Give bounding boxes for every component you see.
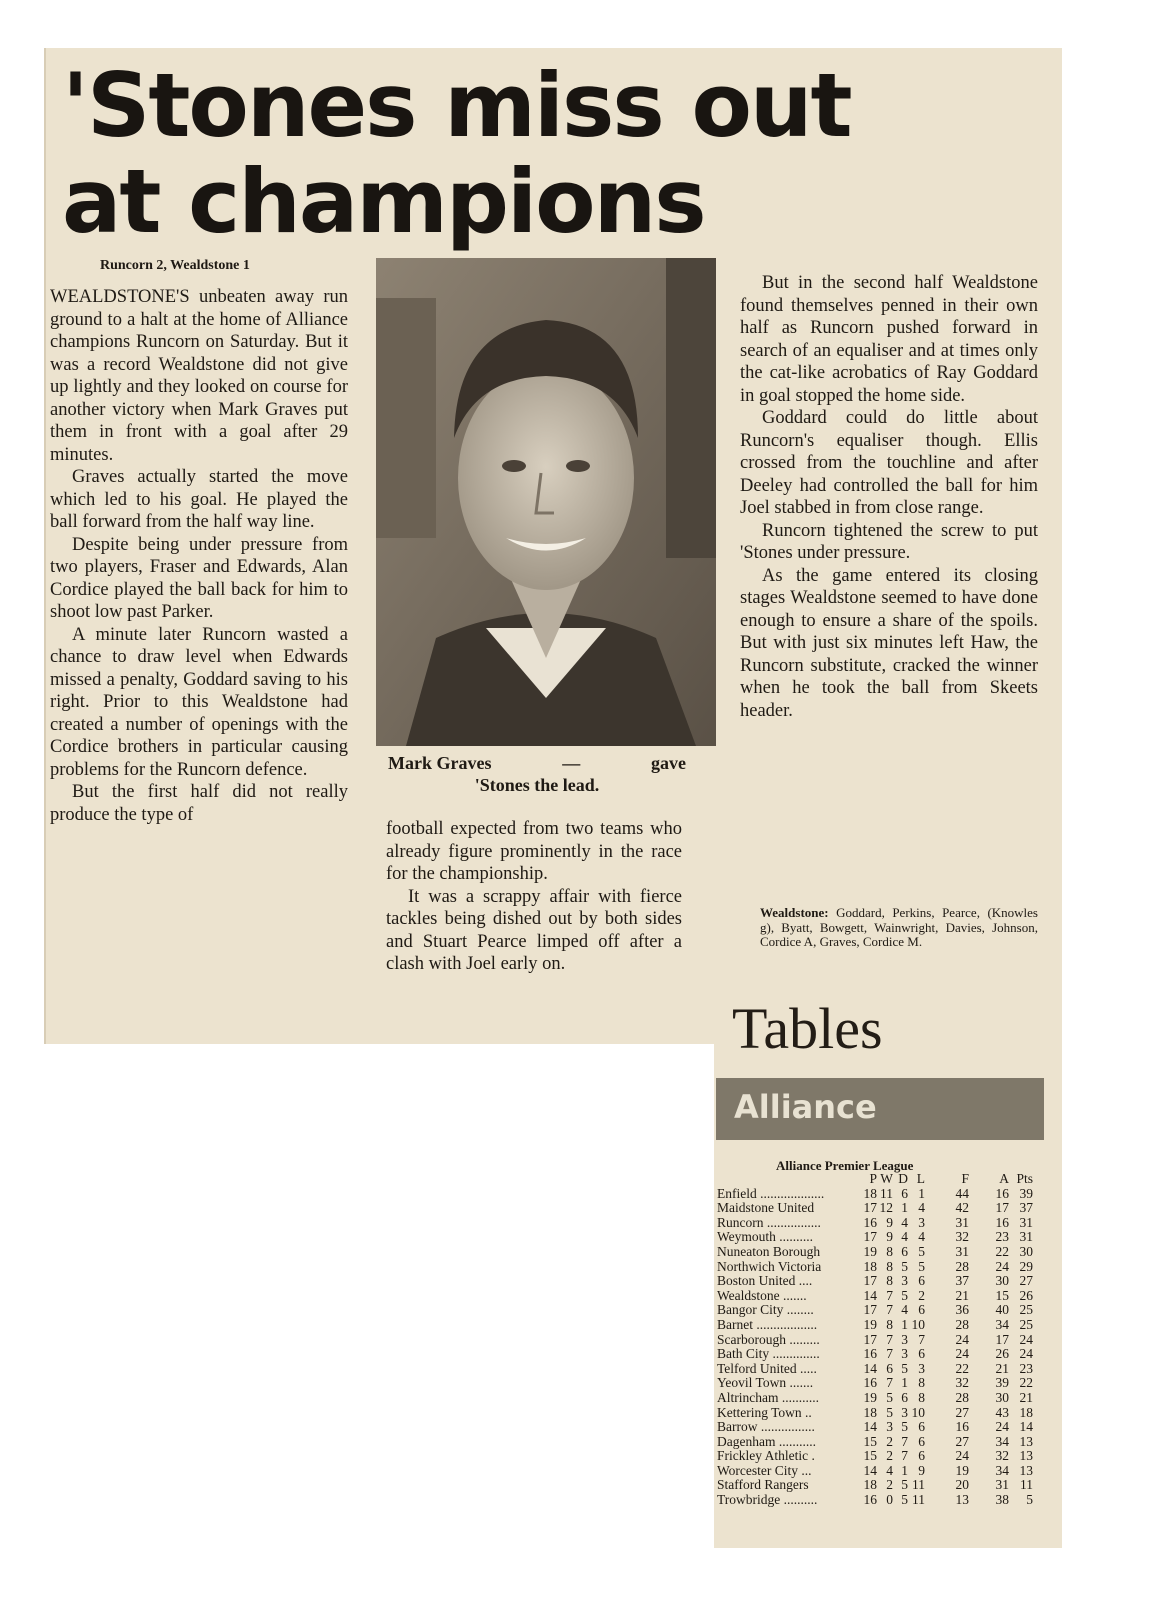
header-points: Pts [1016,1171,1033,1186]
photo-portrait-illustration [376,258,716,746]
table-row [717,1274,1033,1289]
cell-against: 24 [995,1419,1009,1435]
header-drawn: D [898,1171,908,1186]
header-for: F [961,1171,969,1186]
cell-won: 8 [886,1316,893,1332]
cell-won: 0 [886,1492,893,1508]
cell-for: 36 [955,1302,969,1318]
table-row [717,1347,1033,1362]
table-row [717,1216,1033,1231]
cell-won: 7 [886,1302,893,1318]
article-paragraph: Goddard could do little about Runcorn's equaliser though. Ellis crossed from the touchline and after Deeley had controlled the ball for him Joel stabbed in from close range. [740,408,1038,518]
cell-won: 8 [886,1273,893,1289]
cell-against: 21 [995,1360,1009,1376]
headline-line-2: at champions [62,150,705,253]
cell-for: 37 [955,1273,969,1289]
cell-for: 28 [955,1389,969,1405]
cell-against: 17 [995,1331,1009,1347]
team-name: Stafford Rangers [717,1478,809,1493]
table-row [717,1230,1033,1245]
article-paragraph: But in the second half Wealdstone found themselves penned in their own half as Runcorn pushed forward in search of an equaliser and at times only the cat-like acrobatics of Ray Goddard in goal stopped the home side. [740,273,1038,406]
cell-for: 31 [955,1214,969,1230]
cell-played: 14 [863,1360,877,1376]
cell-played: 16 [863,1375,877,1391]
cell-for: 27 [955,1404,969,1420]
caption-dash: — [562,753,581,773]
cell-played: 16 [863,1214,877,1230]
cell-points: 37 [1019,1200,1033,1216]
cell-lost: 4 [918,1229,925,1245]
cell-against: 34 [995,1316,1009,1332]
team-name: Runcorn ................ [717,1215,821,1230]
cell-lost: 1 [918,1185,925,1201]
cell-points: 31 [1019,1229,1033,1245]
cell-played: 18 [863,1477,877,1493]
team-name: Wealdstone ....... [717,1288,807,1303]
player-photo [376,258,716,746]
table-row [717,1362,1033,1377]
cell-lost: 8 [918,1375,925,1391]
cell-lost: 6 [918,1433,925,1449]
cell-points: 24 [1019,1331,1033,1347]
team-name: Altrincham ........... [717,1390,819,1405]
cell-drawn: 5 [901,1360,908,1376]
team-name: Northwich Victoria [717,1259,822,1274]
team-name: Frickley Athletic . [717,1449,815,1464]
cell-against: 34 [995,1433,1009,1449]
cell-lost: 7 [918,1331,925,1347]
cell-played: 18 [863,1404,877,1420]
cell-against: 17 [995,1200,1009,1216]
cell-against: 32 [995,1448,1009,1464]
cell-for: 24 [955,1346,969,1362]
cell-points: 22 [1019,1375,1033,1391]
cell-drawn: 5 [901,1419,908,1435]
lineup-players: Goddard, Perkins, Pearce, (Knowles g), Byatt, Bowgett, Wainwright, Davies, Johnson, Cordice A, Graves, Cordice M. [760,905,1038,949]
cell-lost: 8 [918,1389,925,1405]
table-row [717,1201,1033,1216]
cell-points: 25 [1019,1302,1033,1318]
cell-won: 12 [879,1200,893,1216]
cell-lost: 6 [918,1346,925,1362]
cell-won: 2 [886,1477,893,1493]
cell-drawn: 3 [901,1331,908,1347]
cell-against: 38 [995,1492,1009,1508]
cell-won: 7 [886,1375,893,1391]
article-paragraph: As the game entered its closing stages Wealdstone seemed to have done enough to ensure a share of the spoils. But with just six minutes left Haw, the Runcorn substitute, cracked the winner when he took the ball from Skeets header. [740,565,1038,721]
team-name: Maidstone United [717,1201,815,1216]
cell-won: 7 [886,1287,893,1303]
cell-for: 24 [955,1448,969,1464]
cell-for: 42 [955,1200,969,1216]
article-paragraph: Graves actually started the move which led to his goal. He played the ball forward from the half way line. [50,467,348,532]
cell-lost: 2 [918,1287,925,1303]
cell-against: 15 [995,1287,1009,1303]
cell-lost: 5 [918,1258,925,1274]
cell-drawn: 6 [901,1389,908,1405]
cell-played: 17 [863,1302,877,1318]
cell-drawn: 6 [901,1185,908,1201]
cell-against: 16 [995,1185,1009,1201]
cell-against: 31 [995,1477,1009,1493]
cell-for: 19 [955,1462,969,1478]
cell-won: 7 [886,1346,893,1362]
article-paragraph: But the first half did not really produce the type of [50,782,348,825]
cell-won: 9 [886,1214,893,1230]
cell-for: 24 [955,1331,969,1347]
cell-points: 30 [1019,1243,1033,1259]
cell-points: 14 [1019,1419,1033,1435]
table-row [717,1435,1033,1450]
article-paragraph: Despite being under pressure from two players, Fraser and Edwards, Alan Cordice played the ball back for him to shoot low past Parker. [50,534,348,622]
cell-won: 2 [886,1433,893,1449]
cell-for: 28 [955,1316,969,1332]
team-name: Enfield ................... [717,1186,825,1201]
team-name: Yeovil Town ....... [717,1376,814,1391]
cell-won: 3 [886,1419,893,1435]
cell-lost: 10 [911,1316,925,1332]
league-table [717,1172,1033,1508]
table-row [717,1406,1033,1421]
cell-for: 22 [955,1360,969,1376]
team-name: Worcester City ... [717,1463,812,1478]
league-table-header [717,1172,1033,1187]
tables-heading: Tables [732,996,883,1061]
cell-points: 27 [1019,1273,1033,1289]
cell-against: 43 [995,1404,1009,1420]
cell-drawn: 6 [901,1243,908,1259]
article-paragraph: Runcorn tightened the screw to put 'Stones under pressure. [740,520,1038,563]
cell-points: 31 [1019,1214,1033,1230]
cell-points: 25 [1019,1316,1033,1332]
cell-drawn: 5 [901,1477,908,1493]
team-name: Kettering Town .. [717,1405,812,1420]
table-row [717,1449,1033,1464]
cell-played: 18 [863,1185,877,1201]
header-won: W [880,1171,893,1186]
cell-won: 6 [886,1360,893,1376]
cell-for: 28 [955,1258,969,1274]
cell-against: 26 [995,1346,1009,1362]
header-lost: L [916,1171,925,1186]
table-row [717,1245,1033,1260]
clipping-edge [44,48,46,1044]
article-column-3 [740,272,1038,722]
cell-drawn: 3 [901,1346,908,1362]
cell-points: 26 [1019,1287,1033,1303]
cell-drawn: 1 [901,1375,908,1391]
article-column-2 [386,818,682,976]
team-name: Boston United .... [717,1274,813,1289]
cell-won: 2 [886,1448,893,1464]
table-row [717,1187,1033,1202]
cell-drawn: 4 [901,1302,908,1318]
cell-points: 13 [1019,1433,1033,1449]
cell-won: 8 [886,1243,893,1259]
table-row [717,1420,1033,1435]
cell-won: 5 [886,1404,893,1420]
cell-played: 14 [863,1419,877,1435]
article-paragraph: It was a scrappy affair with fierce tackles being dished out by both sides and Stuart Pearce limped off after a clash with Joel early on. [386,886,682,974]
cell-drawn: 7 [901,1448,908,1464]
cell-won: 11 [880,1185,893,1201]
team-name: Barrow ................ [717,1420,815,1435]
match-result: Runcorn 2, Wealdstone 1 [100,258,250,273]
cell-lost: 5 [918,1243,925,1259]
article-paragraph: WEALDSTONE'S unbeaten away run ground to a halt at the home of Alliance champions Runcorn on Saturday. But it was a record Wealdstone did not give up lightly and they looked on course for another victory when Mark Graves put them in front with a goal after 29 minutes. [50,287,348,465]
cell-points: 5 [1026,1492,1033,1508]
team-name: Bath City .............. [717,1347,820,1362]
table-row [717,1464,1033,1479]
cell-drawn: 1 [901,1316,908,1332]
article-column-1 [50,286,348,826]
cell-played: 17 [863,1331,877,1347]
lineup-label: Wealdstone: [760,905,829,920]
league-table-body [717,1187,1033,1508]
cell-played: 18 [863,1258,877,1274]
cell-for: 21 [955,1287,969,1303]
cell-played: 16 [863,1492,877,1508]
cell-played: 19 [863,1389,877,1405]
cell-played: 16 [863,1346,877,1362]
cell-played: 19 [863,1243,877,1259]
cell-against: 30 [995,1389,1009,1405]
cell-drawn: 5 [901,1287,908,1303]
cell-against: 34 [995,1462,1009,1478]
table-row [717,1289,1033,1304]
cell-drawn: 4 [901,1214,908,1230]
cell-for: 13 [955,1492,969,1508]
cell-won: 9 [886,1229,893,1245]
cell-lost: 4 [918,1200,925,1216]
cell-lost: 6 [918,1302,925,1318]
cell-drawn: 7 [901,1433,908,1449]
cell-points: 23 [1019,1360,1033,1376]
cell-won: 4 [886,1462,893,1478]
caption-name: Mark Graves [388,753,492,773]
cell-against: 40 [995,1302,1009,1318]
table-row [717,1391,1033,1406]
cell-points: 24 [1019,1346,1033,1362]
cell-drawn: 4 [901,1229,908,1245]
team-name: Bangor City ........ [717,1303,814,1318]
cell-against: 23 [995,1229,1009,1245]
article-paragraph: football expected from two teams who already figure prominently in the race for the championship. [386,819,682,884]
cell-points: 18 [1019,1404,1033,1420]
league-title: Alliance Premier League [776,1158,914,1173]
cell-points: 13 [1019,1462,1033,1478]
team-lineup [760,906,1038,950]
team-name: Telford United ..... [717,1361,817,1376]
header-against: A [999,1171,1009,1186]
table-row [717,1478,1033,1493]
cell-drawn: 1 [901,1200,908,1216]
cell-played: 17 [863,1200,877,1216]
alliance-banner [716,1078,1044,1140]
table-row [717,1303,1033,1318]
cell-for: 32 [955,1229,969,1245]
headline-line-1: 'Stones miss out [62,54,851,157]
photo-caption [388,752,686,796]
team-name: Nuneaton Borough [717,1244,821,1259]
cell-played: 17 [863,1273,877,1289]
caption-rest: 'Stones the lead. [474,775,600,795]
header-team [717,1172,859,1187]
team-name: Dagenham ........... [717,1434,816,1449]
cell-played: 15 [863,1448,877,1464]
cell-won: 8 [886,1258,893,1274]
cell-drawn: 5 [901,1492,908,1508]
cell-drawn: 3 [901,1273,908,1289]
cell-for: 32 [955,1375,969,1391]
cell-drawn: 3 [901,1404,908,1420]
table-row [717,1260,1033,1275]
team-name: Barnet .................. [717,1317,818,1332]
cell-for: 16 [955,1419,969,1435]
team-name: Scarborough ......... [717,1332,820,1347]
cell-lost: 6 [918,1273,925,1289]
cell-for: 44 [955,1185,969,1201]
cell-against: 30 [995,1273,1009,1289]
cell-against: 24 [995,1258,1009,1274]
cell-lost: 3 [918,1214,925,1230]
cell-played: 19 [863,1316,877,1332]
cell-played: 15 [863,1433,877,1449]
cell-won: 7 [886,1331,893,1347]
cell-drawn: 1 [901,1462,908,1478]
article-paragraph: A minute later Runcorn wasted a chance to draw level when Edwards missed a penalty, Goddard saving to his right. Prior to this Wealdstone had created a number of openings with the Cordice brothers in particular causing problems for the Runcorn defence. [50,624,348,780]
cell-lost: 3 [918,1360,925,1376]
cell-lost: 9 [918,1462,925,1478]
team-name: Trowbridge .......... [717,1493,818,1508]
cell-drawn: 5 [901,1258,908,1274]
cell-points: 11 [1020,1477,1033,1493]
caption-gave: gave [650,753,686,773]
table-row [717,1376,1033,1391]
cell-played: 14 [863,1287,877,1303]
table-row [717,1493,1033,1508]
cell-points: 21 [1019,1389,1033,1405]
cell-lost: 11 [912,1477,925,1493]
table-row [717,1318,1033,1333]
cell-against: 39 [995,1375,1009,1391]
team-name: Weymouth .......... [717,1230,814,1245]
cell-played: 17 [863,1229,877,1245]
cell-points: 29 [1019,1258,1033,1274]
cell-played: 14 [863,1462,877,1478]
cell-lost: 6 [918,1419,925,1435]
cell-for: 20 [955,1477,969,1493]
cell-lost: 11 [912,1492,925,1508]
cell-for: 27 [955,1433,969,1449]
alliance-banner-text: Alliance [734,1088,877,1126]
cell-for: 31 [955,1243,969,1259]
cell-lost: 6 [918,1448,925,1464]
header-played: P [869,1171,877,1186]
table-row [717,1333,1033,1348]
cell-against: 22 [995,1243,1009,1259]
cell-points: 13 [1019,1448,1033,1464]
cell-points: 39 [1019,1185,1033,1201]
cell-won: 5 [886,1389,893,1405]
cell-lost: 10 [911,1404,925,1420]
cell-against: 16 [995,1214,1009,1230]
